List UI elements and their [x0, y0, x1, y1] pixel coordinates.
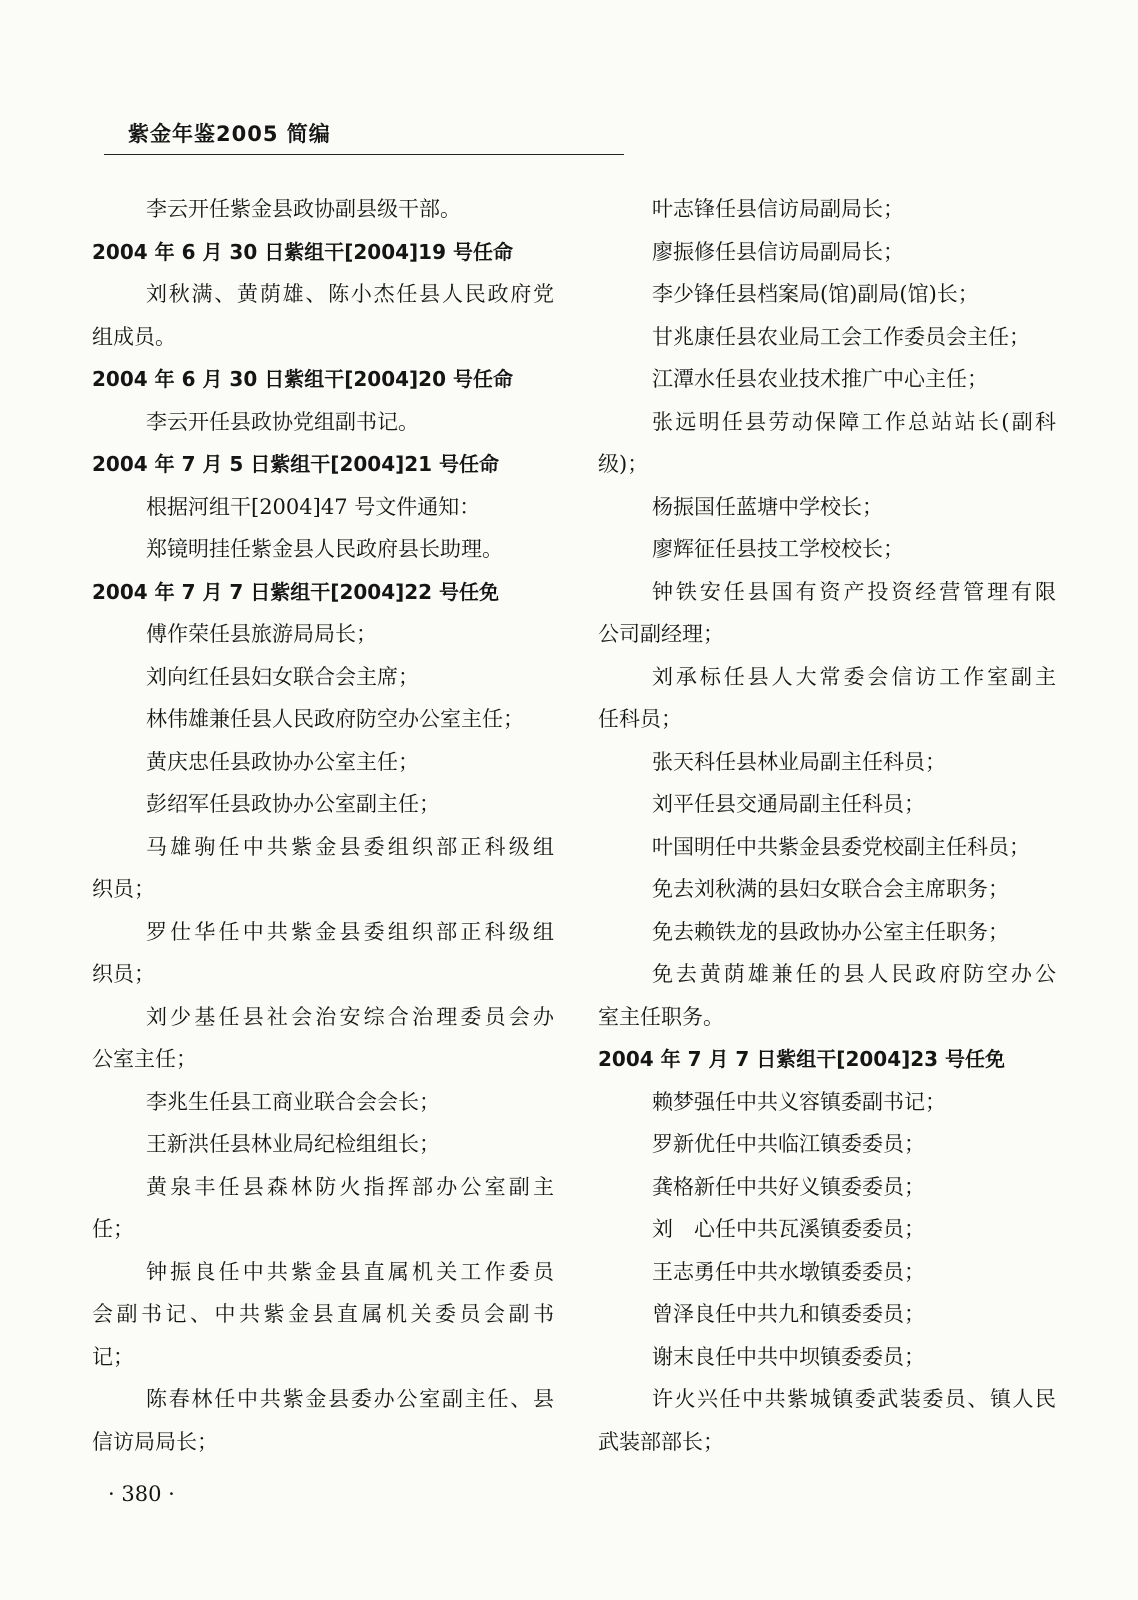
text-line: 傅作荣任县旅游局局长； — [146, 622, 377, 646]
text-line: 龚格新任中共好义镇委委员； — [652, 1174, 925, 1199]
text-line: 王新洪任县林业局纪检组组长； — [146, 1132, 440, 1156]
section-heading: 2004 年 7 月 7 日紫组干[2004]22 号任免 — [92, 579, 500, 604]
text-line: 武装部部长； — [598, 1429, 724, 1454]
text-line: 织员； — [92, 877, 155, 901]
text-line: 马雄驹任中共紫金县委组织部正科级组 — [146, 834, 554, 859]
text-line: 王志勇任中共水墩镇委委员； — [652, 1259, 925, 1284]
text-line: 郑镜明挂任紫金县人民政府县长助理。 — [146, 537, 503, 561]
header-rule — [104, 154, 624, 155]
text-line: 罗新优任中共临江镇委委员； — [652, 1132, 925, 1156]
text-line: 杨振国任蓝塘中学校长； — [652, 494, 883, 519]
right-column — [598, 188, 1056, 1463]
text-line: 刘秋满、黄荫雄、陈小杰任县人民政府党 — [146, 282, 554, 306]
text-line: 级)； — [598, 452, 649, 476]
left-column — [92, 188, 554, 1463]
text-line: 免去刘秋满的县妇女联合会主席职务； — [652, 877, 1009, 901]
text-line: 公室主任； — [92, 1047, 197, 1071]
text-line: 罗仕华任中共紫金县委组织部正科级组 — [146, 919, 554, 944]
text-line: 免去黄荫雄兼任的县人民政府防空办公 — [652, 962, 1056, 986]
text-line: 李云开任县政协党组副书记。 — [146, 409, 419, 434]
text-line: 陈春林任中共紫金县委办公室副主任、县 — [146, 1387, 554, 1411]
text-line: 赖梦强任中共义容镇委副书记； — [652, 1089, 946, 1114]
text-line: 李兆生任县工商业联合会会长； — [146, 1089, 440, 1114]
text-line: 叶志锋任县信访局副局长； — [652, 197, 904, 221]
text-line: 记； — [92, 1344, 134, 1369]
text-line: 刘平任县交通局副主任科员； — [652, 792, 925, 816]
text-line: 任； — [92, 1217, 134, 1241]
text-line: 甘兆康任县农业局工会工作委员会主任； — [652, 324, 1030, 349]
text-line: 黄庆忠任县政协办公室主任； — [146, 749, 419, 774]
text-line: 许火兴任中共紫城镇委武装委员、镇人民 — [652, 1387, 1056, 1411]
text-line: 叶国明任中共紫金县委党校副主任科员； — [652, 834, 1030, 859]
text-line: 公司副经理； — [598, 622, 724, 646]
text-line: 刘少基任县社会治安综合治理委员会办 — [146, 1004, 554, 1029]
text-line: 室主任职务。 — [598, 1004, 724, 1029]
text-line: 会副书记、中共紫金县直属机关委员会副书 — [92, 1302, 554, 1326]
text-line: 李云开任紫金县政协副县级干部。 — [146, 197, 461, 221]
text-line: 组成员。 — [92, 324, 176, 349]
text-line: 任科员； — [598, 707, 682, 731]
running-header-title: 紫金年鉴2005 简编 — [128, 122, 331, 146]
text-line: 张天科任县林业局副主任科员； — [652, 749, 946, 774]
section-heading: 2004 年 7 月 5 日紫组干[2004]21 号任命 — [92, 452, 500, 476]
text-line: 廖振修任县信访局副局长； — [652, 239, 904, 264]
text-line: 钟铁安任县国有资产投资经营管理有限 — [652, 579, 1056, 604]
text-line: 免去赖铁龙的县政协办公室主任职务； — [652, 919, 1009, 944]
text-line: 彭绍军任县政协办公室副主任； — [146, 792, 440, 816]
text-line: 根据河组干[2004]47 号文件通知： — [146, 494, 481, 519]
text-line: 曾泽良任中共九和镇委委员； — [652, 1302, 925, 1326]
text-line: 信访局局长； — [92, 1429, 218, 1454]
text-line: 刘承标任县人大常委会信访工作室副主 — [652, 664, 1056, 689]
text-line: 廖辉征任县技工学校校长； — [652, 537, 904, 561]
text-line: 黄泉丰任县森林防火指挥部办公室副主 — [146, 1174, 554, 1199]
text-line: 李少锋任县档案局(馆)副局(馆)长； — [652, 282, 979, 306]
section-heading: 2004 年 6 月 30 日紫组干[2004]19 号任命 — [92, 239, 513, 264]
text-line: 刘向红任县妇女联合会主席； — [146, 664, 419, 689]
text-line: 谢末良任中共中坝镇委委员； — [652, 1344, 925, 1369]
text-line: 江潭水任县农业技术推广中心主任； — [652, 367, 988, 391]
text-line: 刘 心任中共瓦溪镇委委员； — [652, 1217, 925, 1241]
page-number: · 380 · — [108, 1482, 175, 1506]
text-line: 张远明任县劳动保障工作总站站长(副科 — [652, 409, 1056, 434]
section-heading: 2004 年 6 月 30 日紫组干[2004]20 号任命 — [92, 367, 513, 391]
text-line: 织员； — [92, 962, 155, 986]
section-heading: 2004 年 7 月 7 日紫组干[2004]23 号任免 — [598, 1047, 1006, 1071]
text-line: 钟振良任中共紫金县直属机关工作委员 — [146, 1259, 554, 1284]
text-line: 林伟雄兼任县人民政府防空办公室主任； — [146, 707, 524, 731]
